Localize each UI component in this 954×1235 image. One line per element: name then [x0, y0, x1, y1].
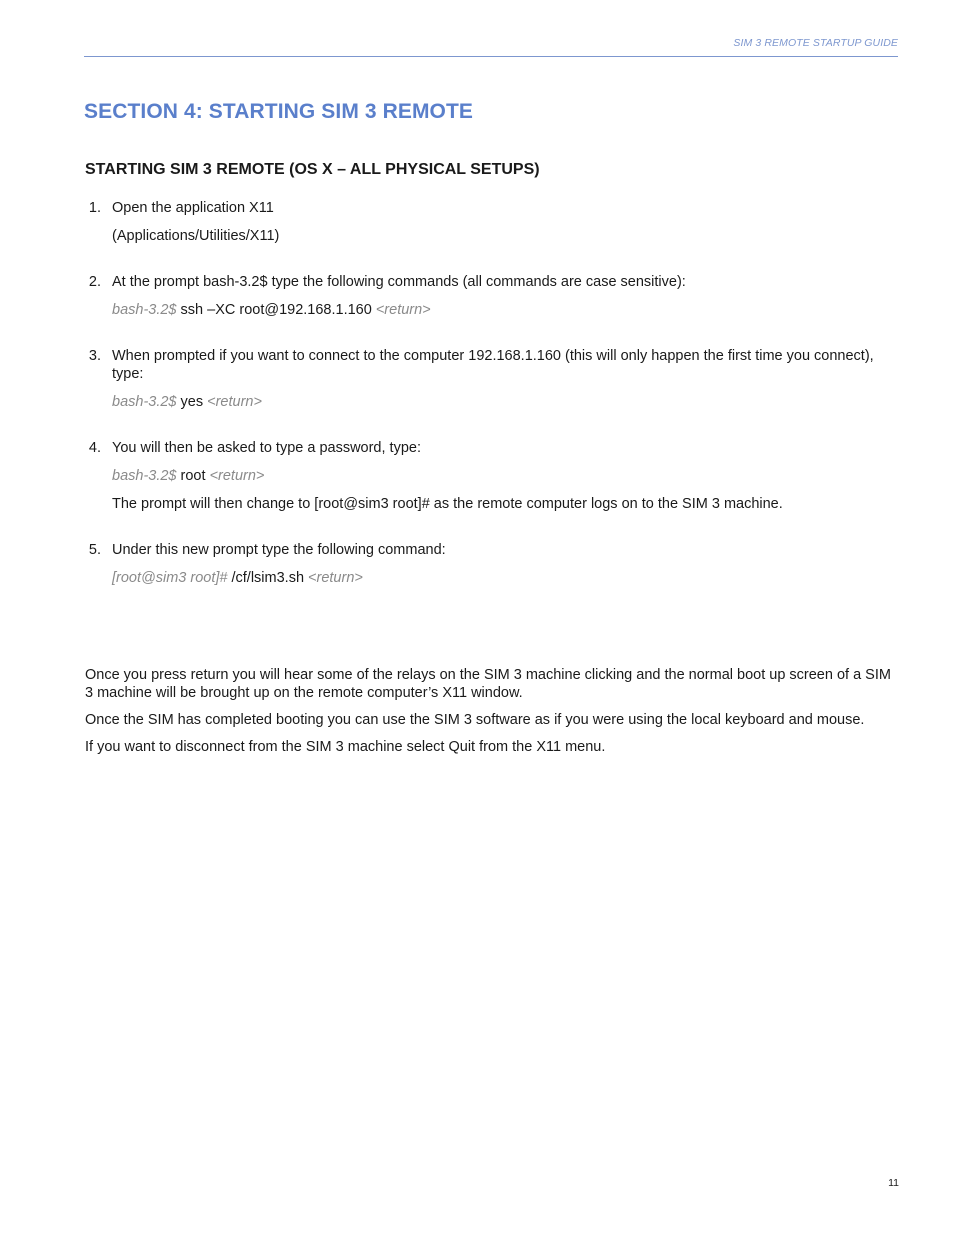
return-key: <return>	[308, 570, 363, 586]
step-number: 5.	[88, 542, 101, 558]
command-line	[112, 301, 895, 319]
step-2	[85, 273, 895, 319]
step-text: At the prompt bash-3.2$ type the following commands (all commands are case sensitive):	[112, 274, 686, 290]
command-text: /cf/lsim3.sh	[231, 570, 305, 586]
command-text: ssh –XC root@192.168.1.160	[180, 302, 372, 318]
header-rule	[84, 56, 898, 57]
return-key: <return>	[207, 394, 262, 410]
step-text: Under this new prompt type the following command:	[112, 542, 446, 558]
step-number: 1.	[88, 200, 101, 216]
steps-list	[85, 199, 895, 615]
shell-prompt: bash-3.2$	[112, 394, 177, 410]
running-header: SIM 3 REMOTE STARTUP GUIDE	[733, 37, 898, 49]
step-detail: (Applications/Utilities/X11)	[112, 228, 280, 244]
subsection-title: STARTING SIM 3 REMOTE (OS X – ALL PHYSICAL SETUPS)	[85, 161, 540, 178]
return-key: <return>	[209, 468, 265, 484]
command-line	[112, 467, 895, 485]
step-number: 3.	[88, 348, 101, 364]
command-line	[112, 569, 895, 587]
shell-prompt: bash-3.2$	[112, 468, 177, 484]
paragraph: If you want to disconnect from the SIM 3 machine select Quit from the X11 menu.	[85, 739, 606, 755]
step-text: When prompted if you want to connect to the computer 192.168.1.160 (this will only happen the first time you connect), type:	[112, 348, 874, 382]
step-number: 4.	[88, 440, 101, 456]
step-3	[85, 347, 895, 411]
step-text: You will then be asked to type a password, type:	[112, 440, 421, 456]
command-line	[112, 393, 895, 411]
command-text: root	[180, 468, 206, 484]
command-text: yes	[180, 394, 204, 410]
return-key: <return>	[375, 302, 431, 318]
shell-prompt: bash-3.2$	[112, 302, 177, 318]
step-5	[85, 541, 895, 587]
step-1	[85, 199, 895, 245]
body-text	[85, 666, 897, 765]
shell-prompt: [root@sim3 root]#	[112, 570, 228, 586]
paragraph: Once you press return you will hear some of the relays on the SIM 3 machine clicking and the normal boot up screen of a SIM 3 machine will be brought up on the remote computer’s X11 window.	[85, 667, 891, 701]
step-number: 2.	[88, 274, 101, 290]
page-number: 11	[888, 1177, 899, 1189]
paragraph: Once the SIM has completed booting you can use the SIM 3 software as if you were using the local keyboard and mouse.	[85, 712, 865, 728]
step-text: Open the application X11	[112, 200, 274, 216]
step-4	[85, 439, 895, 513]
step-note: The prompt will then change to [root@sim3 root]# as the remote computer logs on to the SIM 3 machine.	[112, 496, 783, 512]
section-title: SECTION 4: STARTING SIM 3 REMOTE	[84, 100, 474, 123]
